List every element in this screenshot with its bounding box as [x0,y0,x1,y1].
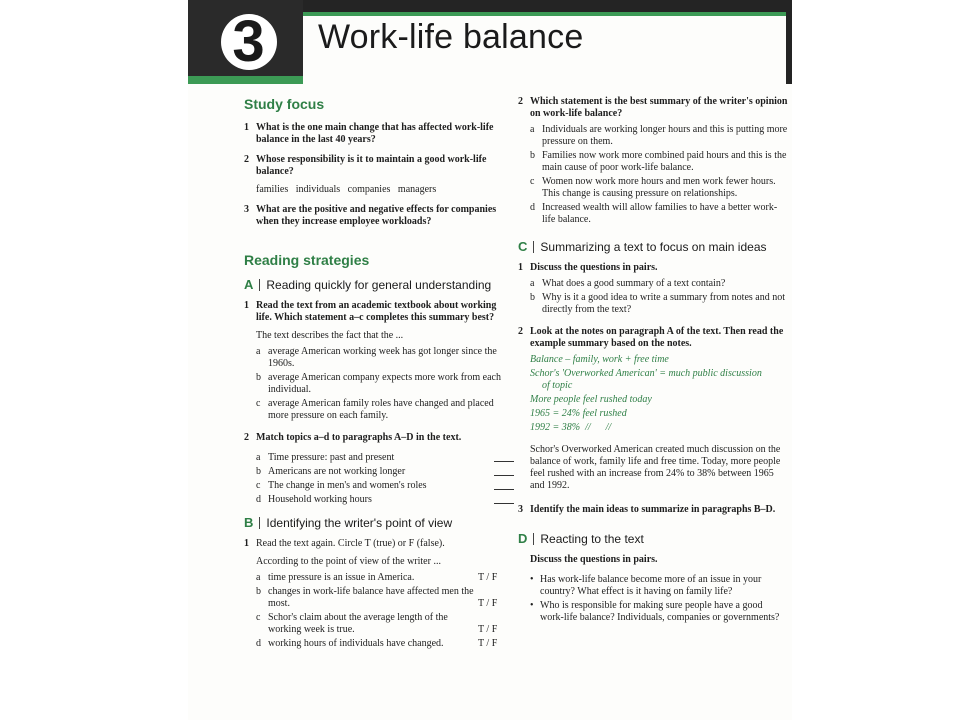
intro-text: Discuss the questions in pairs. [530,554,658,565]
word-options: families individuals companies managers [256,184,437,195]
section-divider [259,279,260,291]
option-letter: a [256,452,261,463]
reading-strategies-heading: Reading strategies [244,252,370,268]
option-letter: c [256,480,261,491]
option-letter: c [530,176,535,187]
section-divider [533,533,534,545]
section-title: Reading quickly for general understanding [266,278,492,292]
question-number: 1 [244,538,249,549]
exercise-question [244,432,514,444]
matching-option [256,480,514,492]
section-title: Summarizing a text to focus on main ideas [540,240,767,254]
option-letter: a [530,124,535,135]
exercise-question [244,300,514,324]
option-text: The change in men's and women's roles [268,480,427,491]
question-number: 1 [244,300,249,311]
unit-number: 3 [221,14,277,70]
option-text: average American company expects more work from each individual. [268,372,501,395]
exercise-question [518,96,788,120]
exercise-question [518,504,788,516]
answer-option [256,346,514,370]
option-text: What does a good summary of a text contain? [542,278,726,289]
handwritten-note: 1965 = 24% feel rushed [530,408,627,419]
example-summary: Schor's Overworked American created much discussion on the balance of work, family life and free time. Today, more people feel rushed with an increase from 24% to 38% between 1965 and 1992. [530,444,781,491]
option-letter: b [256,466,261,477]
header-right-edge [786,12,792,84]
matching-option [256,494,514,506]
section-d-heading [518,532,788,546]
study-focus-heading: Study focus [244,96,325,112]
answer-option [256,398,514,422]
exercise-question [244,538,514,550]
option-text: Household working hours [268,494,372,505]
section-a-heading [244,278,514,292]
answer-option [530,176,788,200]
right-column [518,96,788,626]
textbook-page [188,0,792,720]
option-text: working hours of individuals have changed. [268,638,444,649]
option-text: Americans are not working longer [268,466,406,477]
header-strip [303,0,792,12]
answer-blank[interactable] [494,494,514,504]
question-text: Which statement is the best summary of the writer's opinion on work-life balance? [530,96,788,119]
bullet-icon: • [530,600,534,611]
option-text: Families now work more combined paid hours and this is the main cause of poor work-life balance. [542,150,787,173]
section-letter: A [244,277,254,292]
left-column [244,96,514,652]
true-false-choice[interactable]: T / F [478,598,498,609]
handwritten-note: Schor's 'Overworked American' = much public discussion [530,368,762,379]
matching-option [256,466,514,478]
header-green-rule [303,12,792,16]
study-focus-question [244,204,514,228]
option-letter: d [256,638,261,649]
option-text: Women now work more hours and men work fewer hours. This change is causing pressure on relationships. [542,176,776,199]
question-text: Read the text again. Circle T (true) or F (false). [256,538,445,549]
option-letter: a [256,572,261,583]
option-text: Schor's claim about the average length of the working week is true. [268,612,448,635]
option-letter: d [530,202,535,213]
answer-option [530,124,788,148]
study-focus-question [244,122,514,146]
option-letter: b [530,292,535,303]
question-text: Whose responsibility is it to maintain a good work-life balance? [256,154,487,177]
question-text: What is the one main change that has affected work-life balance in the last 40 years? [256,122,494,145]
section-title: Identifying the writer's point of view [266,516,453,530]
answer-blank[interactable] [494,466,514,476]
exercise-question [518,326,788,350]
section-letter: D [518,531,528,546]
answer-option [530,202,788,226]
question-number: 3 [244,204,249,215]
section-intro [530,554,788,566]
true-false-item [256,572,514,584]
page-header [188,0,792,84]
true-false-item [256,586,514,610]
question-number: 2 [244,154,249,165]
option-text: changes in work-life balance have affected men the most. [268,586,474,609]
question-text: What are the positive and negative effects for companies when they increase employee workloads? [256,204,497,227]
question-text: Match topics a–d to paragraphs A–D in the text. [256,432,462,443]
option-letter: b [530,150,535,161]
question-number: 3 [518,504,523,515]
section-c-heading [518,240,788,254]
section-divider [533,241,534,253]
handwritten-note: Balance – family, work + free time [530,354,669,365]
option-letter: d [256,494,261,505]
option-text: Why is it a good idea to write a summary from notes and not directly from the text? [542,292,786,315]
true-false-item [256,612,514,636]
option-letter: b [256,372,261,383]
question-text: Identify the main ideas to summarize in paragraphs B–D. [530,504,776,515]
option-letter: b [256,586,261,597]
option-text: time pressure is an issue in America. [268,572,415,583]
option-text: Individuals are working longer hours and this is putting more pressure on them. [542,124,788,147]
handwritten-note: 1992 = 38% // // [530,422,612,433]
option-letter: a [256,346,261,357]
option-letter: c [256,398,261,409]
option-text: average American family roles have changed and placed more pressure on each family. [268,398,494,421]
handwritten-note: More people feel rushed today [530,394,652,405]
section-letter: C [518,239,528,254]
matching-option [256,452,514,464]
discussion-bullet [530,600,788,624]
answer-blank[interactable] [494,452,514,462]
answer-option [530,278,788,290]
question-number: 2 [244,432,249,443]
question-text: Read the text from an academic textbook about working life. Which statement a–c completes this summary best? [256,300,497,323]
question-text: Look at the notes on paragraph A of the text. Then read the example summary based on the notes. [530,326,784,349]
section-letter: B [244,515,254,530]
answer-option [530,292,788,316]
bullet-text: Who is responsible for making sure people have a good work-life balance? Individuals, companies or governments? [540,600,780,623]
option-text: Time pressure: past and present [268,452,395,463]
question-intro: The text describes the fact that the ... [256,330,404,341]
question-number: 2 [518,96,523,107]
handwritten-note: of topic [542,380,573,391]
answer-blank[interactable] [494,480,514,490]
question-intro: According to the point of view of the writer ... [256,556,441,567]
bullet-text: Has work-life balance become more of an issue in your country? What effect is it having on family life? [540,574,762,597]
answer-option [530,150,788,174]
option-text: average American working week has got longer since the 1960s. [268,346,497,369]
option-text: Increased wealth will allow families to have a better work-life balance. [542,202,778,225]
option-letter: c [256,612,261,623]
answer-option [256,372,514,396]
section-title: Reacting to the text [540,532,644,546]
bullet-icon: • [530,574,534,585]
unit-number-container [188,0,303,84]
question-number: 1 [244,122,249,133]
discussion-bullet [530,574,788,598]
question-number: 1 [518,262,523,273]
section-b-heading [244,516,514,530]
page-title: Work-life balance [318,18,584,56]
question-number: 2 [518,326,523,337]
option-letter: a [530,278,535,289]
study-focus-question [244,154,514,178]
exercise-question [518,262,788,274]
true-false-item [256,638,514,650]
true-false-choice[interactable]: T / F [478,624,498,635]
section-divider [259,517,260,529]
true-false-choice[interactable]: T / F [478,638,498,649]
question-text: Discuss the questions in pairs. [530,262,658,273]
true-false-choice[interactable]: T / F [478,572,498,583]
